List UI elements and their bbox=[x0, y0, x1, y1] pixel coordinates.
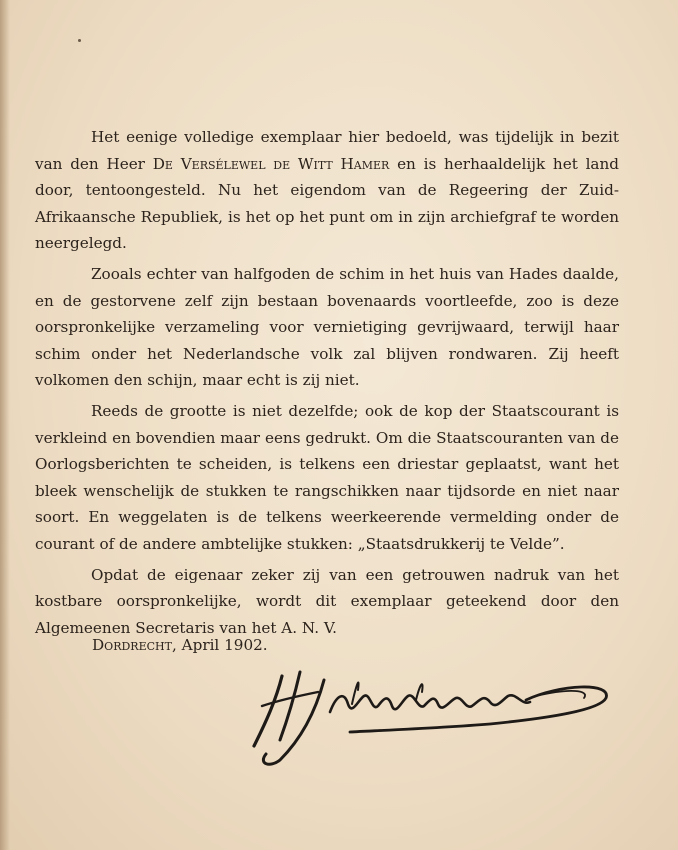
paragraph-1-text-b: en is herhaaldelijk het land door, tentoongesteld. Nu het eigendom van de Regeering der Zuid-Afrikaansche Republiek, is het op het punt om in zijn archiefgraf te worden neergelegd. bbox=[35, 154, 619, 253]
dateline bbox=[92, 632, 268, 658]
paper-speck bbox=[78, 39, 81, 42]
dateline-place: Dordrecht bbox=[92, 636, 172, 654]
paragraph-1 bbox=[35, 124, 619, 257]
paragraph-2 bbox=[35, 261, 619, 394]
paragraph-3-text: Reeds de grootte is niet dezelfde; ook de kop der Staatscourant is verkleind en bovendien maar eens gedrukt. Om die Staatscouranten van de Oorlogsberichten te scheiden, is telkens een driestar geplaatst, want het bleek wenschelijk de stukken te rangschikken naar tijdsorde en niet naar soort. En weggelaten is de telkens weerkeerende vermelding onder de courant of de andere ambtelijke stukken: „Staatsdrukkerij te Velde”. bbox=[35, 401, 619, 553]
paragraph-3 bbox=[35, 398, 619, 558]
signature-icon bbox=[240, 660, 620, 770]
paragraph-4 bbox=[35, 562, 619, 642]
body-text bbox=[35, 124, 619, 641]
page-edge-shadow bbox=[0, 0, 10, 850]
dateline-date: , April 1902. bbox=[171, 636, 268, 654]
paragraph-2-text: Zooals echter van halfgoden de schim in het huis van Hades daalde, en de gestorvene zelf zijn bestaan bovenaards voortleefde, zoo is deze oorspronkelijke verzameling voor vernietiging gevrijwaard, terwijl haar schim onder het Nederlandsche volk zal blijven rondwaren. Zij heeft volkomen den schijn, maar echt is zij niet. bbox=[35, 264, 619, 390]
handwritten-signature bbox=[240, 660, 620, 770]
paragraph-1-text-a: Het eenige volledige exemplaar hier bedoeld, was tijdelijk in bezit van den Heer bbox=[35, 128, 619, 173]
owner-name: De Versélewel de Witt Hamer bbox=[152, 154, 390, 173]
paragraph-4-text: Opdat de eigenaar zeker zij van een getrouwen nadruk van het kostbare oorspronkelijke, wordt dit exemplaar geteekend door den Algemeenen Secretaris van het A. N. V. bbox=[35, 565, 619, 637]
